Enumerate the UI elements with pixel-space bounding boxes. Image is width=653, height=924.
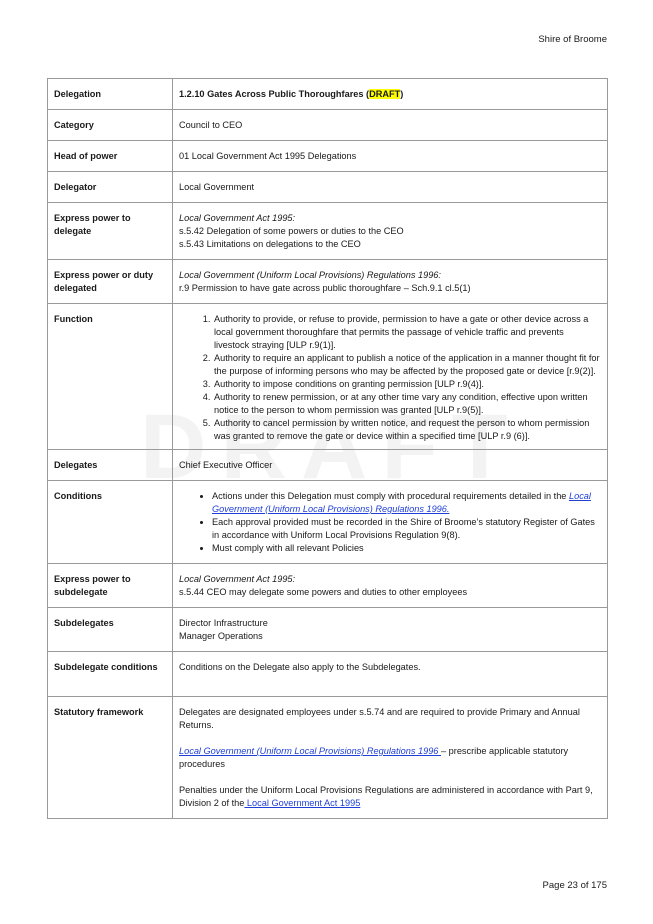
page-number: Page 23 of 175 xyxy=(542,880,607,891)
value-conditions xyxy=(173,481,608,564)
row-express-power xyxy=(48,203,608,260)
document-header-org: Shire of Broome xyxy=(538,34,607,45)
label-function: Function xyxy=(48,304,173,450)
express-power-act: Local Government Act 1995: xyxy=(179,213,296,223)
value-delegator: Local Government xyxy=(173,172,608,203)
label-delegator: Delegator xyxy=(48,172,173,203)
condition-text: Actions under this Delegation must comply with procedural requirements detailed in the xyxy=(212,491,569,501)
value-category: Council to CEO xyxy=(173,110,608,141)
function-item: 4. Authority to renew permission, or at any other time vary any condition, effective upon written notice to the person to whom permission was granted [ULP r.9(5)]. xyxy=(213,391,601,417)
label-subdelegates: Subdelegates xyxy=(48,608,173,652)
row-function xyxy=(48,304,608,450)
function-item: 2. Authority to require an applicant to publish a notice of the application in a manner thought fit for the purpose of informing persons who may be affected by the proposed gate or device [r.9(2)]. xyxy=(213,352,601,378)
value-delegates: Chief Executive Officer xyxy=(173,450,608,481)
label-delegation: Delegation xyxy=(48,79,173,110)
function-item: 5. Authority to cancel permission by written notice, and request the person to whom permission was granted to remove the gate or device within a specified time [ULP r.9 (6)]. xyxy=(213,417,601,443)
row-subdelegates xyxy=(48,608,608,652)
statutory-para xyxy=(179,784,601,810)
row-express-subdelegate xyxy=(48,564,608,608)
row-subdelegate-conditions xyxy=(48,652,608,697)
row-head-of-power xyxy=(48,141,608,172)
delegation-title: 1.2.10 Gates Across Public Thoroughfares ( xyxy=(179,89,370,99)
function-item: 1. Authority to provide, or refuse to provide, permission to have a gate or other device across a local government thoroughfare that permits the passage of vehicle traffic and prevents livestock straying [ULP r.9(1)]. xyxy=(213,313,601,352)
label-express-power-duty: Express power or duty delegated xyxy=(48,260,173,304)
label-express-power: Express power to delegate xyxy=(48,203,173,260)
row-delegation xyxy=(48,79,608,110)
express-power-duty-act: Local Government (Uniform Local Provisions) Regulations 1996: xyxy=(179,270,441,280)
statutory-para: Delegates are designated employees under s.5.74 and are required to provide Primary and Annual Returns. xyxy=(179,707,580,730)
value-delegation xyxy=(173,79,608,110)
label-express-subdelegate: Express power to subdelegate xyxy=(48,564,173,608)
statutory-para-text: – prescribe applicable statutory procedures xyxy=(179,746,569,769)
label-delegates: Delegates xyxy=(48,450,173,481)
subdelegate-name: Manager Operations xyxy=(179,631,263,641)
row-statutory-framework xyxy=(48,697,608,819)
express-subdelegate-line: s.5.44 CEO may delegate some powers and duties to other employees xyxy=(179,587,468,597)
row-delegates xyxy=(48,450,608,481)
value-function xyxy=(173,304,608,450)
condition-item xyxy=(212,490,601,516)
function-list xyxy=(179,313,601,443)
row-category xyxy=(48,110,608,141)
value-head-of-power: 01 Local Government Act 1995 Delegations xyxy=(173,141,608,172)
row-conditions xyxy=(48,481,608,564)
conditions-list xyxy=(179,490,601,555)
label-head-of-power: Head of power xyxy=(48,141,173,172)
lga-act-link[interactable]: Local Government Act 1995 xyxy=(244,798,361,808)
ulp-regulations-link[interactable]: Local Government (Uniform Local Provisions) Regulations 1996 xyxy=(179,746,441,756)
statutory-para-text: Penalties under the Uniform Local Provisions Regulations are administered in accordance with Part 9, Division 2 of the xyxy=(179,785,593,808)
value-statutory-framework xyxy=(173,697,608,819)
function-item: 3. Authority to impose conditions on granting permission [ULP r.9(4)]. xyxy=(213,378,601,391)
condition-item: • Each approval provided must be recorded in the Shire of Broome’s statutory Register of Gates in accordance with Uniform Local Provisions Regulation 9(8). xyxy=(212,516,601,542)
value-subdelegate-conditions: Conditions on the Delegate also apply to the Subdelegates. xyxy=(173,652,608,697)
delegation-table xyxy=(47,78,608,819)
value-express-subdelegate xyxy=(173,564,608,608)
statutory-para xyxy=(179,745,601,771)
value-express-power-duty xyxy=(173,260,608,304)
subdelegate-name: Director Infrastructure xyxy=(179,618,268,628)
row-delegator xyxy=(48,172,608,203)
express-power-line: s.5.42 Delegation of some powers or duties to the CEO xyxy=(179,226,404,236)
delegation-title-close: ) xyxy=(400,89,404,99)
value-subdelegates xyxy=(173,608,608,652)
value-express-power xyxy=(173,203,608,260)
label-category: Category xyxy=(48,110,173,141)
label-subdelegate-conditions: Subdelegate conditions xyxy=(48,652,173,697)
label-statutory-framework: Statutory framework xyxy=(48,697,173,819)
label-conditions: Conditions xyxy=(48,481,173,564)
draft-highlight: DRAFT xyxy=(369,89,401,99)
row-express-power-duty xyxy=(48,260,608,304)
condition-item: • Must comply with all relevant Policies xyxy=(212,542,601,555)
express-subdelegate-act: Local Government Act 1995: xyxy=(179,574,296,584)
express-power-line: s.5.43 Limitations on delegations to the CEO xyxy=(179,239,361,249)
express-power-duty-line: r.9 Permission to have gate across public thoroughfare – Sch.9.1 cl.5(1) xyxy=(179,283,471,293)
regulations-link[interactable]: Local Government (Uniform Local Provisions) Regulations 1996. xyxy=(212,491,591,514)
